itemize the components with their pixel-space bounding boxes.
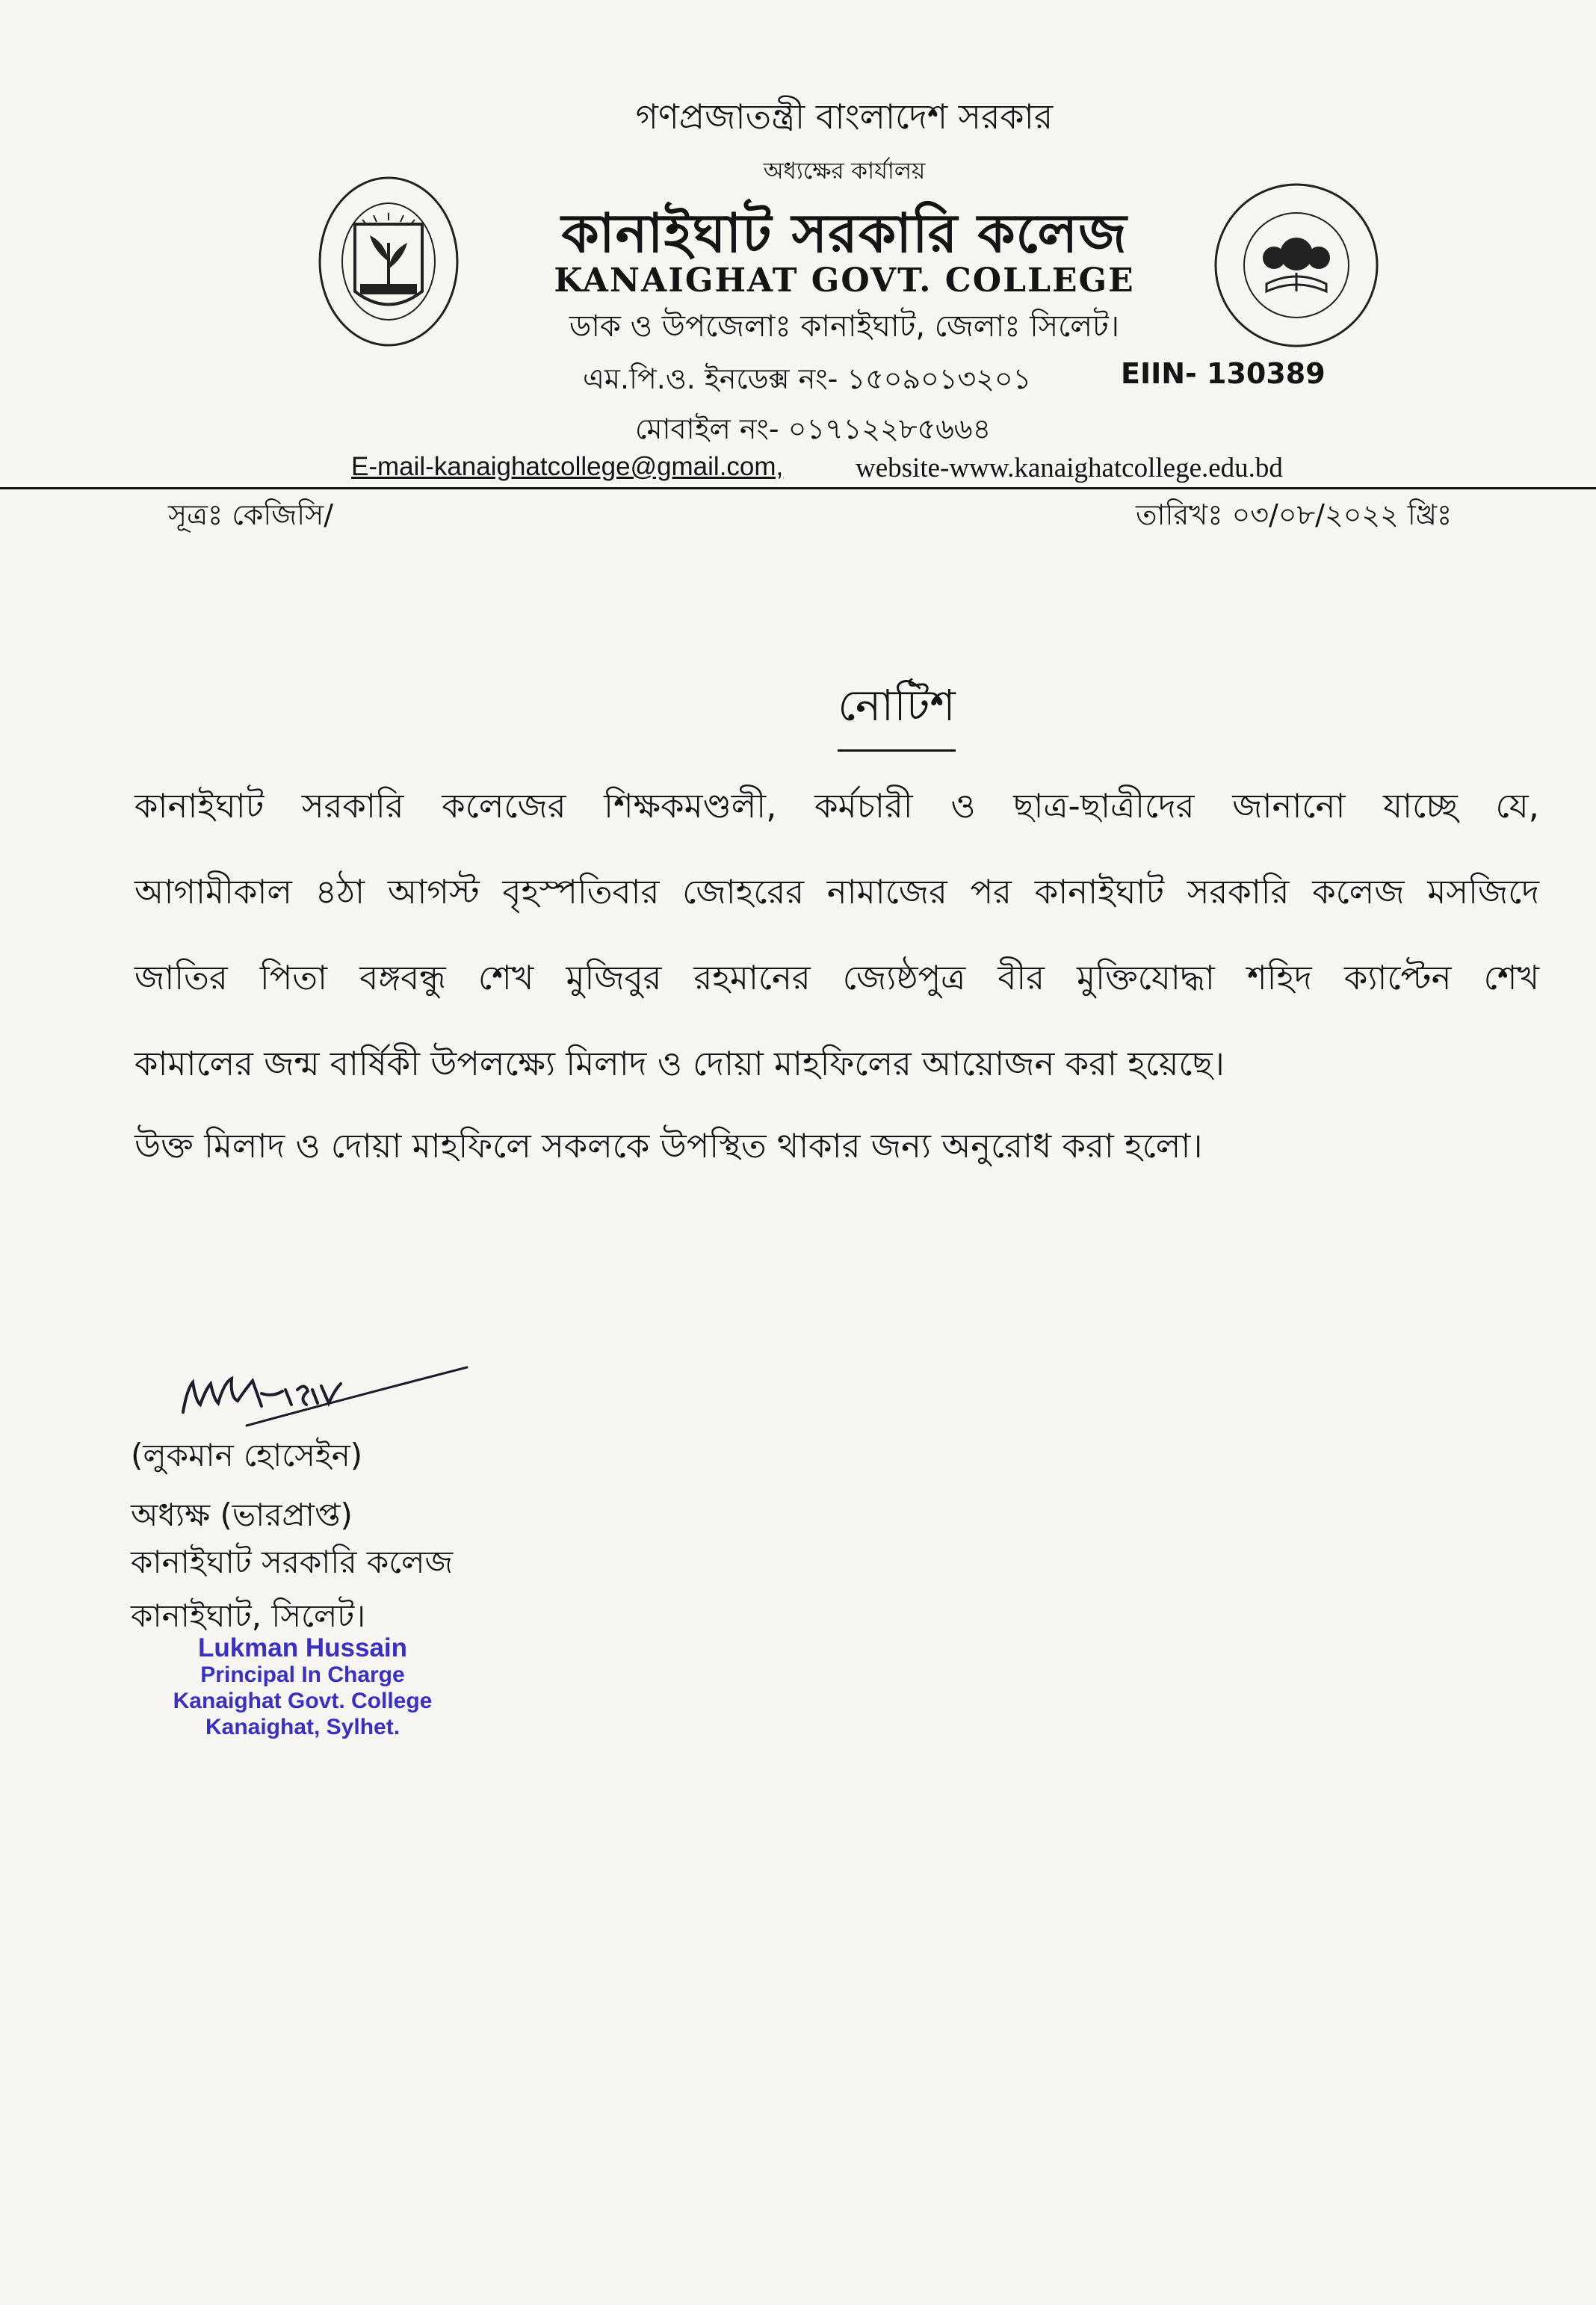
notice-line: উক্ত মিলাদ ও দোয়া মাহফিলে সকলকে উপস্থিত থাকার জন্য অনুরোধ করা হলো।	[134, 1126, 1203, 1166]
header-divider	[0, 487, 1596, 489]
signatory-name: (লুকমান হোসেইন)	[131, 1437, 363, 1473]
mobile-number: মোবাইল নং- ০১৭১২২৮৫৬৬৪	[635, 412, 992, 445]
signatory-institution: কানাইঘাট সরকারি কলেজ	[131, 1544, 454, 1580]
reference-number: সূত্রঃ কেজিসি/	[168, 498, 334, 531]
stamp-title: Principal In Charge	[200, 1662, 405, 1687]
college-name-english: KANAIGHAT GOVT. COLLEGE	[554, 262, 1135, 300]
stamp-location: Kanaighat, Sylhet.	[205, 1715, 400, 1739]
notice-line: কামালের জন্ম বার্ষিকী উপলক্ষ্যে মিলাদ ও দোয়া মাহফিলের আয়োজন করা হয়েছে।	[134, 1044, 1225, 1083]
college-address: ডাক ও উপজেলাঃ কানাইঘাট, জেলাঃ সিলেট।	[569, 309, 1120, 344]
notice-line: জাতির পিতা বঙ্গবন্ধু শেখ মুজিবুর রহমানের জ্যেষ্ঠপুত্র বীর মুক্তিযোদ্ধা শহিদ ক্যাপ্টেন শেখ	[134, 958, 1539, 997]
stamp-name: Lukman Hussain	[197, 1633, 408, 1662]
notice-line: আগামীকাল ৪ঠা আগস্ট বৃহস্পতিবার জোহরের নামাজের পর কানাইঘাট সরকারি কলেজ মসজিদে	[134, 872, 1539, 912]
office-heading: অধ্যক্ষের কার্যালয়	[763, 158, 926, 185]
email-link[interactable]: E-mail-kanaighatcollege@gmail.com,	[351, 452, 784, 481]
government-heading: গণপ্রজাতন্ত্রী বাংলাদেশ সরকার	[635, 96, 1054, 137]
notice-title	[747, 672, 1046, 752]
notice-line: কানাইঘাট সরকারি কলেজের শিক্ষকমণ্ডলী, কর্মচারী ও ছাত্র-ছাত্রীদের জানানো যাচ্ছে যে,	[134, 786, 1539, 826]
college-emblem-icon	[314, 172, 463, 359]
signatory-designation: অধ্যক্ষ (ভারপ্রাপ্ত)	[131, 1497, 353, 1533]
website-link[interactable]: website-www.kanaighatcollege.edu.bd	[856, 453, 1283, 483]
notice-date: তারিখঃ ০৩/০৮/২০২২ খ্রিঃ	[1136, 498, 1453, 531]
mpo-index: এম.পি.ও. ইনডেক্স নং- ১৫০৯০১৩২০১	[583, 362, 1032, 395]
handwritten-signature	[112, 1337, 486, 1442]
college-name-bengali: কানাইঘাট সরকারি কলেজ	[561, 202, 1128, 264]
notice-title-text: নোটিশ	[838, 672, 955, 752]
eiin-number: EIIN- 130389	[1121, 357, 1326, 390]
signatory-location: কানাইঘাট, সিলেট।	[131, 1597, 366, 1634]
stamp-institution: Kanaighat Govt. College	[173, 1689, 433, 1713]
